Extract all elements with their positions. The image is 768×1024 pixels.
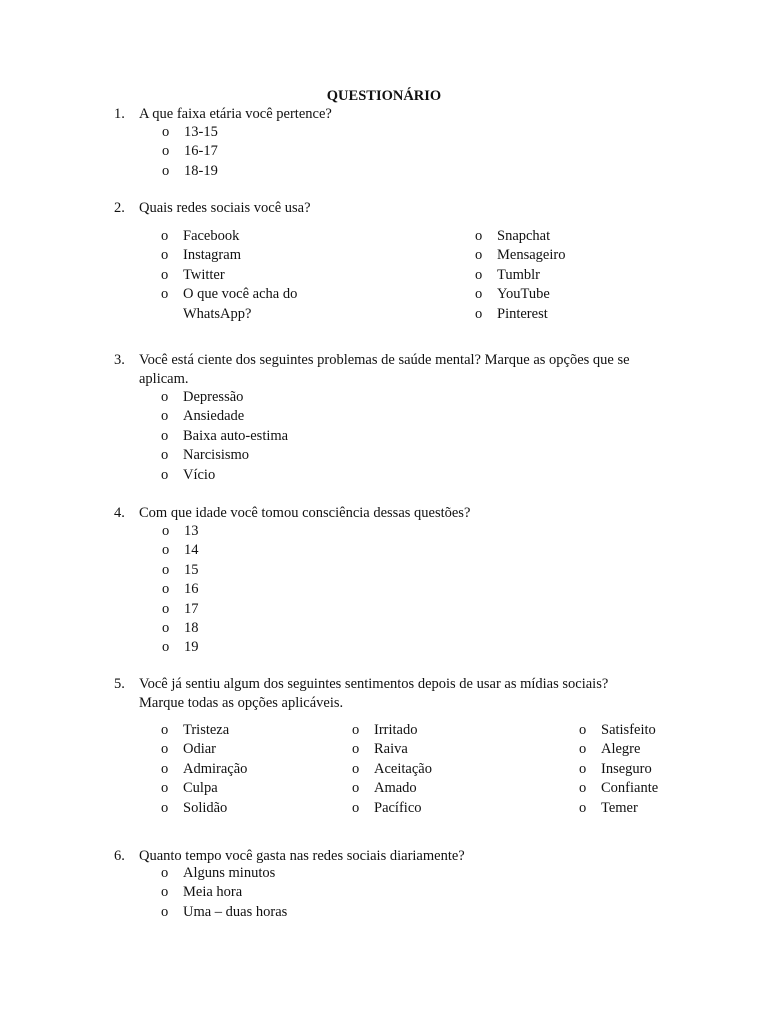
bullet-icon: o (162, 124, 170, 140)
option-item[interactable] (161, 883, 287, 902)
option-item[interactable] (161, 721, 247, 740)
bullet-icon: o (161, 247, 169, 264)
option-label: YouTube (497, 286, 550, 303)
option-item[interactable] (579, 721, 658, 740)
option-item[interactable] (162, 619, 199, 638)
option-item[interactable] (162, 162, 218, 181)
option-label: 17 (184, 600, 199, 617)
question-number: 4. (114, 505, 125, 521)
question-text: Com que idade você tomou consciência dessas questões? (139, 505, 471, 521)
bullet-icon: o (579, 722, 587, 738)
option-label: 18-19 (184, 162, 218, 179)
option-label: Alegre (601, 741, 641, 758)
option-item[interactable] (475, 246, 565, 265)
option-label: Solidão (183, 799, 228, 816)
question-5 (114, 675, 714, 713)
bullet-icon: o (161, 884, 169, 901)
option-label: Pacífico (374, 799, 422, 816)
options-q4 (162, 522, 199, 658)
option-label: Twitter (183, 266, 225, 283)
bullet-icon: o (475, 266, 483, 283)
option-label: Admiração (183, 760, 248, 777)
option-label: Depressão (183, 389, 244, 405)
option-label: Satisfeito (601, 722, 656, 738)
bullet-icon: o (161, 427, 169, 444)
bullet-icon: o (161, 903, 169, 920)
bullet-icon: o (475, 247, 483, 264)
option-label: Culpa (183, 780, 218, 797)
option-label: 13 (184, 523, 199, 539)
bullet-icon: o (161, 741, 169, 758)
option-item[interactable] (352, 760, 432, 779)
bullet-icon: o (161, 780, 169, 797)
question-number: 3. (114, 352, 125, 368)
bullet-icon: o (161, 408, 169, 425)
option-item[interactable] (161, 246, 297, 265)
option-item[interactable] (162, 123, 218, 142)
bullet-icon: o (352, 741, 360, 758)
option-item[interactable] (352, 721, 432, 740)
option-item[interactable] (162, 142, 218, 161)
bullet-icon: o (579, 760, 587, 777)
bullet-icon: o (161, 722, 169, 738)
question-text-continued: aplicam. (139, 371, 189, 387)
option-item[interactable] (161, 903, 287, 922)
bullet-icon: o (162, 600, 170, 617)
bullet-icon: o (352, 780, 360, 797)
option-label: Baixa auto-estima (183, 427, 289, 444)
option-label: 15 (184, 561, 199, 578)
option-label: Tristeza (183, 722, 230, 738)
option-label: O que você acha do (183, 286, 298, 303)
option-label: Inseguro (601, 760, 652, 777)
option-label: Tumblr (497, 266, 540, 283)
bullet-icon: o (352, 760, 360, 777)
bullet-icon: o (161, 286, 169, 303)
option-item[interactable] (161, 446, 288, 465)
question-number: 5. (114, 676, 125, 692)
options-q5-col1 (161, 721, 247, 818)
option-label: Aceitação (374, 760, 432, 777)
option-item[interactable] (161, 740, 247, 759)
options-q5-col3 (579, 721, 658, 818)
option-item[interactable] (352, 740, 432, 759)
question-text: Você está ciente dos seguintes problemas de saúde mental? Marque as opções que se (139, 352, 630, 368)
option-item[interactable] (579, 740, 658, 759)
option-item[interactable] (579, 799, 658, 818)
bullet-icon: o (579, 799, 587, 816)
option-item[interactable] (162, 638, 199, 657)
option-item[interactable] (161, 864, 287, 883)
bullet-icon: o (161, 228, 169, 244)
option-label: Alguns minutos (183, 865, 276, 881)
question-number: 6. (114, 848, 125, 864)
bullet-icon: o (579, 780, 587, 797)
options-q6 (161, 864, 287, 922)
option-item[interactable] (161, 388, 288, 407)
option-item[interactable] (161, 466, 288, 485)
option-item[interactable] (475, 227, 565, 246)
bullet-icon: o (352, 722, 360, 738)
bullet-icon: o (162, 523, 170, 539)
question-text: Você já sentiu algum dos seguintes sentimentos depois de usar as mídias sociais? (139, 676, 609, 692)
option-label: Irritado (374, 722, 418, 738)
options-q3 (161, 388, 288, 485)
option-label: Instagram (183, 247, 241, 264)
option-label: Snapchat (497, 228, 551, 244)
option-item[interactable] (161, 779, 247, 798)
option-label: Facebook (183, 228, 240, 244)
option-item[interactable] (475, 285, 565, 304)
option-label: Mensageiro (497, 247, 566, 264)
option-label: Ansiedade (183, 408, 245, 425)
bullet-icon: o (475, 228, 483, 244)
option-label: Odiar (183, 741, 217, 758)
option-item[interactable] (352, 779, 432, 798)
question-text: A que faixa etária você pertence? (139, 106, 332, 122)
bullet-icon: o (352, 799, 360, 816)
option-item[interactable] (162, 561, 199, 580)
option-item[interactable] (161, 427, 288, 446)
option-item[interactable] (161, 285, 297, 304)
bullet-icon: o (162, 581, 170, 598)
option-label: 16-17 (184, 143, 218, 160)
option-label: Temer (601, 799, 638, 816)
option-label: 13-15 (184, 124, 218, 140)
option-label: 19 (184, 639, 199, 656)
question-number: 1. (114, 106, 125, 122)
option-item[interactable] (475, 305, 565, 324)
bullet-icon: o (161, 865, 169, 881)
bullet-icon: o (162, 162, 170, 179)
question-text-continued: Marque todas as opções aplicáveis. (139, 695, 344, 711)
question-2 (114, 199, 674, 218)
question-number: 2. (114, 200, 125, 216)
bullet-icon: o (475, 286, 483, 303)
bullet-icon: o (162, 620, 170, 637)
bullet-icon: o (475, 305, 483, 322)
bullet-icon: o (161, 389, 169, 405)
option-label: 16 (184, 581, 199, 598)
options-q2-col1 (161, 227, 297, 324)
option-label: Uma – duas horas (183, 903, 288, 920)
options-q2-col2 (475, 227, 565, 324)
question-1 (114, 105, 674, 124)
option-label: Vício (183, 466, 216, 483)
option-item[interactable] (161, 266, 297, 285)
question-4 (114, 504, 674, 523)
option-item[interactable] (162, 522, 199, 541)
bullet-icon: o (162, 542, 170, 559)
question-3 (114, 351, 674, 389)
option-item[interactable] (475, 266, 565, 285)
option-item[interactable] (162, 580, 199, 599)
bullet-icon: o (161, 447, 169, 464)
bullet-icon: o (162, 639, 170, 656)
option-item[interactable] (161, 760, 247, 779)
bullet-icon: o (162, 143, 170, 160)
option-label: WhatsApp? (183, 305, 252, 322)
option-label: 18 (184, 620, 199, 637)
option-item[interactable] (352, 799, 432, 818)
bullet-icon: o (161, 466, 169, 483)
option-item[interactable] (161, 227, 297, 246)
option-label: Amado (374, 780, 417, 797)
options-q1 (162, 123, 218, 181)
option-item[interactable] (579, 760, 658, 779)
option-label: Raiva (374, 741, 408, 758)
bullet-icon: o (161, 799, 169, 816)
option-label: 14 (184, 542, 199, 559)
page-title: QUESTIONÁRIO (326, 88, 442, 104)
option-item[interactable] (161, 407, 288, 426)
question-text: Quais redes sociais você usa? (139, 200, 311, 216)
option-item[interactable] (161, 799, 247, 818)
option-item[interactable] (162, 600, 199, 619)
option-item-continuation (161, 305, 297, 324)
option-label: Pinterest (497, 305, 548, 322)
option-item[interactable] (579, 779, 658, 798)
option-label: Narcisismo (183, 447, 250, 464)
bullet-icon: o (161, 760, 169, 777)
bullet-icon: o (161, 266, 169, 283)
option-label: Confiante (601, 780, 659, 797)
option-label: Meia hora (183, 884, 243, 901)
question-text: Quanto tempo você gasta nas redes sociais diariamente? (139, 848, 465, 864)
option-item[interactable] (162, 541, 199, 560)
options-q5-col2 (352, 721, 432, 818)
bullet-icon: o (579, 741, 587, 758)
bullet-icon: o (162, 561, 170, 578)
